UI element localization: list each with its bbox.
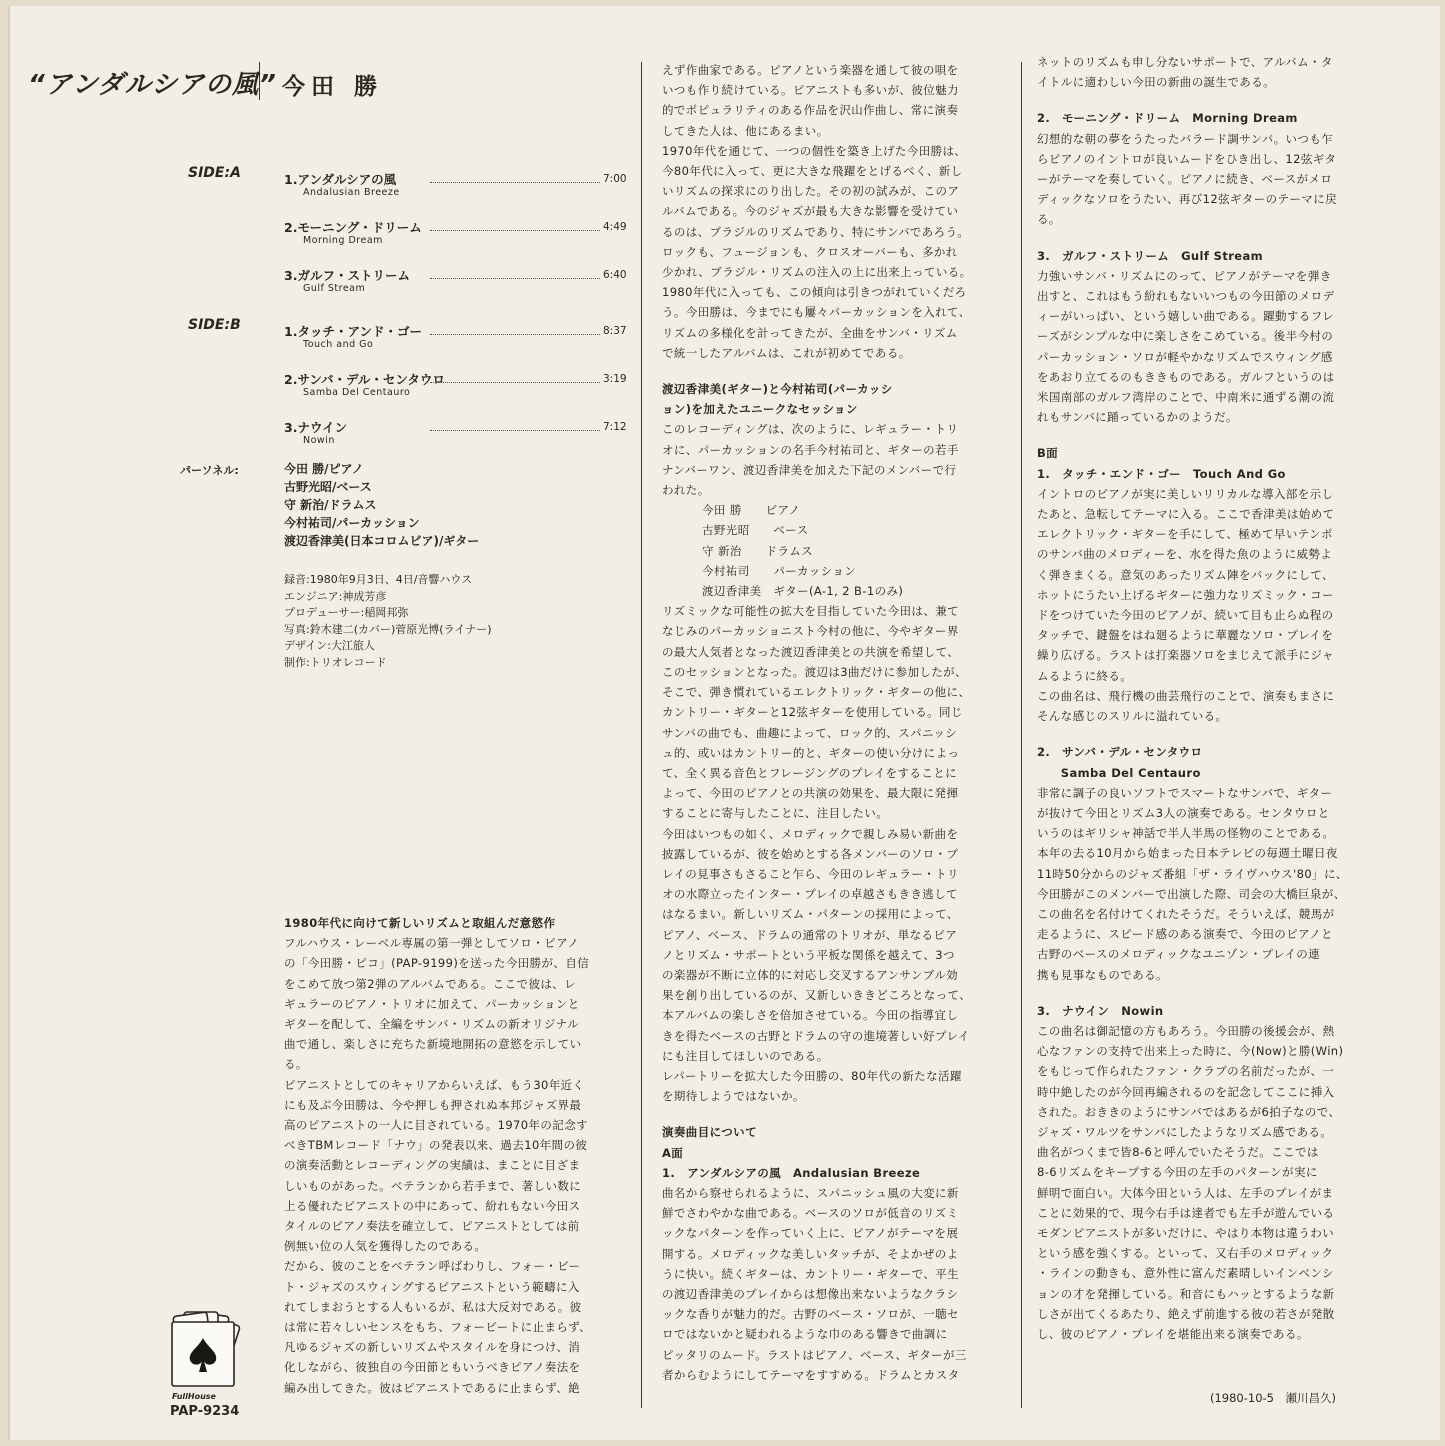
track-title: 2.サンバ・デル・センタウロ [284, 372, 445, 387]
text-line: うに快い。続くギターは、カントリー・ギターで、平生 [662, 1266, 960, 1281]
text-line: このセッションとなった。渡辺は3曲だけに参加したが、 [662, 664, 967, 679]
text-line [662, 1106, 1007, 1122]
text-line: べきTBMレコード「ナウ」の発表以来、過去10年間の彼 [284, 1138, 588, 1153]
personnel-entry: 今田 勝/ピアノ [284, 462, 364, 476]
text-line: なじみのパーカッショニスト今村の他に、今やギター界 [662, 624, 959, 639]
text-line: そんな感じのスリルに溢れている。 [1037, 709, 1228, 724]
text-line: そこで、弾き慣れているエレクトリック・ギターの他に、 [662, 685, 971, 700]
text-line: く弾きまくる。意気のあったリズム陣をバックにして、 [1037, 567, 1334, 582]
text-line: 化しながら、彼独自の今田節ともいうべきピアノ奏法を [284, 1360, 581, 1375]
leader-dots [430, 334, 600, 335]
fullhouse-playing-cards-logo [158, 1302, 258, 1402]
text-line: ピアノ、ベース、ドラムの通常のトリオが、単なるピア [662, 927, 958, 942]
text-line: る。 [1037, 212, 1061, 227]
brand-label: FullHouse [172, 1392, 216, 1401]
track-title: 3.ナウイン [284, 420, 348, 435]
text-line: にも及ぶ今田勝は、今や押しも押されぬ本邦ジャズ界最 [284, 1097, 582, 1112]
text-line: ュ的、或いはカントリー的と、ギターの使い分けによっ [662, 745, 960, 760]
text-line: この曲名は、飛行機の曲芸飛行のことで、演奏もまさに [1037, 688, 1335, 703]
text-line: 的でポピュラリティのある作品を沢山作曲し、常に演奏 [662, 103, 959, 118]
text-line: 渡辺香津美 ギター(A-1, 2 B-1のみ) [702, 584, 904, 599]
text-line: はなるまい。新しいリズム・パターンの採用によって、 [662, 907, 959, 922]
text-line: 古野のベースのメロディックなユニゾン・プレイの連 [1037, 947, 1321, 962]
text-line: 米国南部のガルフ湾岸のことで、中南米に通ずる潮の流 [1037, 390, 1335, 405]
text-line: きを得たベースの古野とドラムの守の進境著しい好プレイ [662, 1028, 970, 1043]
notes-column-1 [284, 913, 624, 1398]
text-line: 出すと、これはもう紛れもないいつもの今田節のメロデ [1037, 289, 1335, 304]
text-line: ジャズ・ワルツをサンバにしたようなリズム感である。 [1037, 1124, 1333, 1139]
leader-dots [430, 278, 600, 279]
leader-dots [430, 430, 600, 431]
text-line: ーがテーマを奏していく。ピアノに続き、ベースがメロ [1037, 172, 1333, 187]
text-line: 1970年代を通じて、一つの個性を築き上げた今田勝は、 [662, 143, 967, 158]
text-line: ックなパターンを作っていく上に、ピアノがテーマを展 [662, 1226, 959, 1241]
track-duration: 8:37 [603, 325, 627, 337]
text-line: たあと、急転してテーマに入る。ここで香津美は始めて [1037, 507, 1335, 522]
track-english-title: Morning Dream [303, 235, 383, 246]
text-line: の最大人気者となった渡辺香津美との共演を希望して、 [662, 644, 960, 659]
text-line: 鮮明で面白い。大体今田という人は、左手のプレイがま [1037, 1185, 1334, 1200]
text-line: いうのはギリシャ神話で半人半馬の怪物のことである。 [1037, 826, 1335, 841]
text-line: をもじって作られたファン・クラブの名前だったが、一 [1037, 1064, 1335, 1079]
text-line: ギュラーのピアノ・トリオに加えて、パーカッションと [284, 996, 580, 1011]
section-heading: 1. タッチ・エンド・ゴー Touch And Go [1037, 466, 1286, 481]
track-title: 1.アンダルシアの風 [284, 172, 397, 187]
text-line: るのは、ブラジルのリズムであり、特にサンバであろう。 [662, 224, 970, 239]
text-line [1037, 230, 1387, 246]
artist-name: 今田 勝 [282, 74, 384, 100]
text-line: 開する。メロディックな美しいタッチが、そよかぜのよ [662, 1246, 959, 1261]
text-line: 非常に調子の良いソフトでスマートなサンバで、ギター [1037, 785, 1333, 800]
personnel-entry: 渡辺香津美(日本コロムビア)/ギター [284, 534, 480, 548]
text-line [1037, 427, 1387, 443]
liner-notes-sheet [8, 6, 1440, 1440]
credit-line: 制作:トリオレコード [284, 655, 387, 669]
text-line: 心なファンの支持で出来上った時に、今(Now)と勝(Win) [1037, 1044, 1344, 1059]
text-line: が抜けて今田とリズム3人の演奏である。センタウロと [1037, 805, 1330, 820]
track-title: 2.モーニング・ドリーム [284, 220, 422, 235]
track-duration: 4:49 [603, 221, 627, 233]
text-line: ・ラインの動きも、意外性に富んだ素晴しいインベンシ [1037, 1266, 1334, 1281]
text-line [1037, 726, 1387, 742]
text-line: 力強いサンバ・リズムにのって、ピアノがテーマを弾き [1037, 268, 1332, 283]
personnel-list [284, 460, 479, 550]
text-line: えず作曲家である。ピアノという楽器を通して彼の唄を [662, 63, 959, 77]
text-line: にも注目してほしいのである。 [662, 1048, 829, 1063]
text-line: をこめて放つ第2弾のアルバムである。ここで彼は、レ [284, 976, 577, 991]
text-line: この曲名を名付けてくれたそうだ。そういえば、競馬が [1037, 906, 1335, 921]
text-line: の渡辺香津美のプレイからは想像出来ないようなクラシ [662, 1286, 959, 1301]
text-line: しいものがあった。ベテランから若手まで、著しい数に [284, 1178, 582, 1193]
text-line: よって、今田のピアノとの共演の効果を、最大限に発揮 [662, 786, 959, 801]
text-line: ホットにうたい上げるギターに強力なリズミック・コー [1037, 587, 1334, 602]
text-line: 走るように、スピード感のある演奏で、今田のピアノと [1037, 927, 1333, 942]
section-heading: 3. ガルフ・ストリーム Gulf Stream [1037, 248, 1264, 263]
album-title: “アンダルシアの風” [28, 70, 277, 100]
text-line: し、彼のピアノ・プレイを堪能出来る演奏である。 [1037, 1326, 1309, 1341]
text-line: この曲名は御記憶の方もあろう。今田勝の後援会が、熱 [1037, 1023, 1335, 1038]
text-line: ロではないかと疑われるような巾のある響きで曲調に [662, 1327, 948, 1342]
section-heading: 3. ナウイン Nowin [1037, 1003, 1164, 1018]
text-line: のサンバ曲のメロディーを、水を得た魚のように威勢よ [1037, 547, 1333, 562]
text-line: オの水際立ったインター・プレイの卓越さもきき逃して [662, 887, 959, 902]
text-line: 今田勝がこのメンバーで出演した際、司会の大橋巨泉が、 [1037, 886, 1346, 901]
track-duration: 7:12 [603, 421, 627, 433]
text-line: 上る優れたピアニストの中にあって、紛れもない今田ス [284, 1198, 581, 1213]
text-line [662, 363, 1007, 379]
section-heading: A面 [662, 1145, 684, 1160]
section-heading: 1980年代に向けて新しいリズムと取組んだ意慾作 [284, 916, 556, 930]
track-duration: 7:00 [603, 173, 627, 185]
text-line: ノとリズム・サポートという平板な関係を越えて、3つ [662, 947, 955, 962]
text-line: リズムの多様化を計ってきたが、全曲をサンバ・リズム [662, 325, 958, 340]
notes-column-3 [1037, 52, 1387, 1344]
text-line [1037, 92, 1387, 108]
section-heading: 2. モーニング・ドリーム Morning Dream [1037, 111, 1298, 126]
text-line: ギターを配して、全編をサンバ・リズムの新オリジナル [284, 1017, 579, 1032]
text-line: エレクトリック・ギターを手にして、極めて早いテンポ [1037, 527, 1333, 542]
signature: (1980-10-5 瀬川昌久) [1210, 1391, 1336, 1405]
text-line: ト・ジャズのスウィングするピアニストという範疇に入 [284, 1279, 580, 1294]
track-english-title: Samba Del Centauro [303, 387, 411, 398]
text-line: ピッタリのムード。ラストはピアノ、ベース、ギターが三 [662, 1347, 967, 1362]
text-line: を期待しようではないか。 [662, 1089, 805, 1104]
text-line: 披露しているが、彼を始めとする各メンバーのソロ・プ [662, 846, 959, 861]
text-line: ナンバーワン、渡辺香津美を加えた下記のメンバーで行 [662, 462, 957, 477]
text-line: ディックなソロをうたい、再び12弦ギターのテーマに戻 [1037, 192, 1337, 207]
text-line: 鮮でさわやかな曲である。ベースのソロが低音のリズミ [662, 1206, 959, 1221]
section-heading: ョン)を加えたユニークなセッション [662, 402, 858, 417]
text-line: 編み出してきた。彼はピアニストであるに止まらず、絶 [284, 1380, 581, 1395]
credit-line: デザイン:大江旅人 [284, 639, 375, 652]
text-line: れてしまおうとする人もいるが、私は大反対である。彼 [284, 1299, 582, 1314]
text-line: リズミックな可能性の拡大を目指していた今田は、兼て [662, 604, 960, 619]
text-line: ーズがシンプルな中に楽しさをこめている。後半今村の [1037, 329, 1334, 344]
text-line: された。おききのようにサンバではあるが6拍子なので、 [1037, 1104, 1341, 1119]
leader-dots [430, 382, 600, 383]
track-english-title: Touch and Go [303, 339, 374, 350]
text-line: 例無い位の人気を獲得したのである。 [284, 1239, 487, 1254]
text-line: れもサンバに踊っているかのようだ。 [1037, 410, 1238, 425]
text-line: 1980年代に入っても、この傾向は引きつがれていくだろ [662, 285, 967, 300]
text-line: 少かれ、ブラジル・リズムの注入の上に出来上っている。 [662, 265, 972, 280]
text-line: ィーがいっぱい、という嬉しい曲である。躍動するフレ [1037, 309, 1335, 324]
text-line: 高のピアニストの一人に目されている。1970年の記念す [284, 1118, 588, 1133]
text-line: 本年の去る10月から始まった日本テレビの毎週土曜日夜 [1037, 846, 1338, 861]
column-rule [641, 62, 642, 1408]
text-line: ロックも、フュージョンも、クロスオーバーも、多かれ [662, 244, 958, 259]
section-heading: 演奏曲目について [662, 1125, 757, 1140]
text-line [1037, 985, 1387, 1001]
text-line: パーカッション・ソロが軽やかなリズムでスウィング感 [1037, 349, 1333, 364]
text-line: 携も見事なものである。 [1037, 967, 1168, 982]
personnel-entry: 守 新治/ドラムス [284, 498, 377, 512]
track-english-title: Gulf Stream [303, 283, 366, 294]
text-line: で統一したアルバムは、これが初めてである。 [662, 345, 911, 360]
personnel-label: パーソネル: [180, 464, 239, 477]
text-line: 曲名がつくまで皆8-6と呼んでいたそうだ。ここでは [1037, 1145, 1319, 1160]
text-line: ことに効果的で、現今右手は達者でも左手が遊んでいる [1037, 1205, 1335, 1220]
credits-list [284, 572, 492, 671]
catalog-number: PAP-9234 [170, 1404, 240, 1419]
text-line: イントロのピアノが実に美しいリリカルな導入部を示し [1037, 486, 1334, 501]
text-line: 古野光昭 ベース [702, 523, 809, 538]
column-rule [1021, 62, 1022, 1408]
track-english-title: Andalusian Breeze [303, 187, 400, 198]
text-line: という感を強くする。といって、又右手のメロディック [1037, 1246, 1334, 1261]
text-line: の楽器が不断に立体的に対応し交叉するアンサンブル効 [662, 967, 959, 982]
section-heading: 2. サンバ・デル・センタウロ [1037, 745, 1203, 760]
text-line: ドをつけていた今田のピアノが、続いて目も止らぬ程の [1037, 608, 1334, 623]
text-line: 今田 勝 ピアノ [702, 503, 801, 518]
side-b-label: SIDE:B [188, 317, 241, 333]
text-line: 曲で通し、楽しさに充ちた新境地開拓の意慾を示してい [284, 1037, 582, 1052]
text-line: 守 新治 ドラムス [702, 543, 814, 558]
credit-line: エンジニア:神成芳彦 [284, 589, 387, 603]
text-line: の「今田勝・ピコ」(PAP-9199)を送った今田勝が、自信 [284, 956, 590, 971]
text-line: らピアノのイントロが良いムードをひき出し、12弦ギタ [1037, 151, 1337, 166]
text-line: カントリー・ギターと12弦ギターを使用している。同じ [662, 705, 963, 720]
section-heading: 1. アンダルシアの風 Andalusian Breeze [662, 1165, 921, 1180]
text-line: イトルに適わしい今田の新曲の誕生である。 [1037, 75, 1275, 90]
track-duration: 6:40 [603, 269, 627, 281]
text-line: 今田はいつもの如く、メロディックで親しみ易い新曲を [662, 826, 959, 841]
text-line: してきた人は、他にあるまい。 [662, 123, 829, 138]
text-line: ョンの才を発揮している。和音にもハッとするような新 [1037, 1286, 1335, 1301]
text-line: 時中絶したのが今回再編されるのを記念してここに挿入 [1037, 1084, 1335, 1099]
text-line: ックな香りが魅力的だ。古野のベース・ソロが、一聴セ [662, 1307, 959, 1322]
text-line: しさが出てくるあたり、絶えず前進する彼の若さが発散 [1037, 1306, 1335, 1321]
section-heading: B面 [1037, 446, 1059, 461]
text-line: て、全く異る音色とフレージングのプレイをすることに [662, 765, 958, 780]
text-line: われた。 [662, 483, 710, 498]
text-line: 曲名から察せられるように、スパニッシュ風の大変に新 [662, 1185, 959, 1200]
text-line: だから、彼のことをベテラン呼ばわりし、フォー・ビー [284, 1259, 581, 1274]
text-line: 果を創り出しているのが、又新しいききどころとなって、 [662, 988, 972, 1003]
text-line: オに、パーカッションの名手今村祐司と、ギターの若手 [662, 442, 959, 457]
credit-line: 写真:鈴木建二(カバー)菅原光博(ライナー) [284, 622, 492, 636]
text-line: このレコーディングは、次のように、レギュラー・トリ [662, 422, 959, 437]
text-line: 今80年代に入って、更に大きな飛躍をとげるべく、新し [662, 164, 963, 179]
text-line: 今村祐司 パーカッション [702, 563, 857, 578]
personnel-entry: 古野光昭/ベース [284, 480, 372, 494]
text-line: 幻想的な朝の夢をうたったバラード調サンバ。いつも乍 [1037, 131, 1334, 146]
text-line: レパートリーを拡大した今田勝の、80年代の新たな活躍 [662, 1068, 962, 1083]
track-duration: 3:19 [603, 373, 627, 385]
text-line: 者からむようにしてテーマをすすめる。ドラムとカスタ [662, 1367, 960, 1382]
track-title: 1.タッチ・アンド・ゴー [284, 324, 422, 339]
leader-dots [430, 230, 600, 231]
text-line: の演奏活動とレコーディングの実績は、まことに目ざま [284, 1158, 581, 1173]
text-line: タイルのピアノ奏法を確立して、ピアニストとしては前 [284, 1219, 580, 1234]
text-line: る。 [284, 1057, 308, 1072]
text-line: いつも作り続けている。ピアニストも多いが、彼位魅力 [662, 83, 959, 98]
text-line: タッチで、鍵盤をはね廻るように華麗なソロ・プレイを [1037, 628, 1334, 643]
text-line: ネットのリズムも申し分ないサポートで、アルバム・タ [1037, 55, 1333, 69]
section-heading: 渡辺香津美(ギター)と今村祐司(パーカッシ [662, 382, 893, 397]
text-line: 本アルバムの楽しさを倍加させている。今田の指導宜し [662, 1008, 959, 1023]
personnel-entry: 今村祐司/パーカッション [284, 516, 420, 530]
text-line: ルバムである。今のジャズが最も大きな影響を受けてい [662, 204, 959, 219]
section-heading: Samba Del Centauro [1037, 765, 1201, 780]
text-line: レイの見事さもさること乍ら、今田のレギュラー・トリ [662, 866, 959, 881]
text-line: をあおり立てるのもききものである。ガルフというのは [1037, 369, 1335, 384]
text-line: フルハウス・レーベル専属の第一弾としてソロ・ピアノ [284, 936, 579, 951]
track-title: 3.ガルフ・ストリーム [284, 268, 410, 283]
text-line: 11時50分からのジャズ番組「ザ・ライヴハウス'80」に、 [1037, 866, 1348, 881]
credit-line: 録音:1980年9月3日、4日/音響ハウス [284, 573, 473, 586]
text-line: ピアニストとしてのキャリアからいえば、もう30年近く [284, 1077, 585, 1092]
credit-line: プロデューサー:稲岡邦弥 [284, 606, 409, 619]
text-line: いリズムの探求にのり出した。その初の試みが、このア [662, 184, 960, 199]
text-line: 8-6リズムをキープする今田の左手のパターンが実に [1037, 1165, 1318, 1180]
text-line: は常に若々しいセンスをもち、フォービートに止まらず、 [284, 1320, 592, 1335]
text-line: 繰り広げる。ラストは打楽器ソロをまじえて派手にジャ [1037, 648, 1334, 663]
side-a-label: SIDE:A [188, 165, 241, 181]
text-line: 凡ゆるジャズの新しいリズムやスタイルを身につけ、消 [284, 1340, 581, 1355]
text-line: サンバの曲でも、曲趣によって、ロック的、スパニッシ [662, 725, 958, 740]
track-english-title: Nowin [303, 435, 335, 446]
text-line: モダンピアニストが多いだけに、やはり本物は違うわい [1037, 1225, 1335, 1240]
notes-column-2 [662, 60, 1007, 1385]
leader-dots [430, 182, 600, 183]
text-line: することに寄与したことに、注目したい。 [662, 806, 889, 821]
text-line: ムるように終る。 [1037, 668, 1133, 683]
text-line: う。今田勝は、今までにも屢々パーカッションを入れて、 [662, 305, 971, 320]
